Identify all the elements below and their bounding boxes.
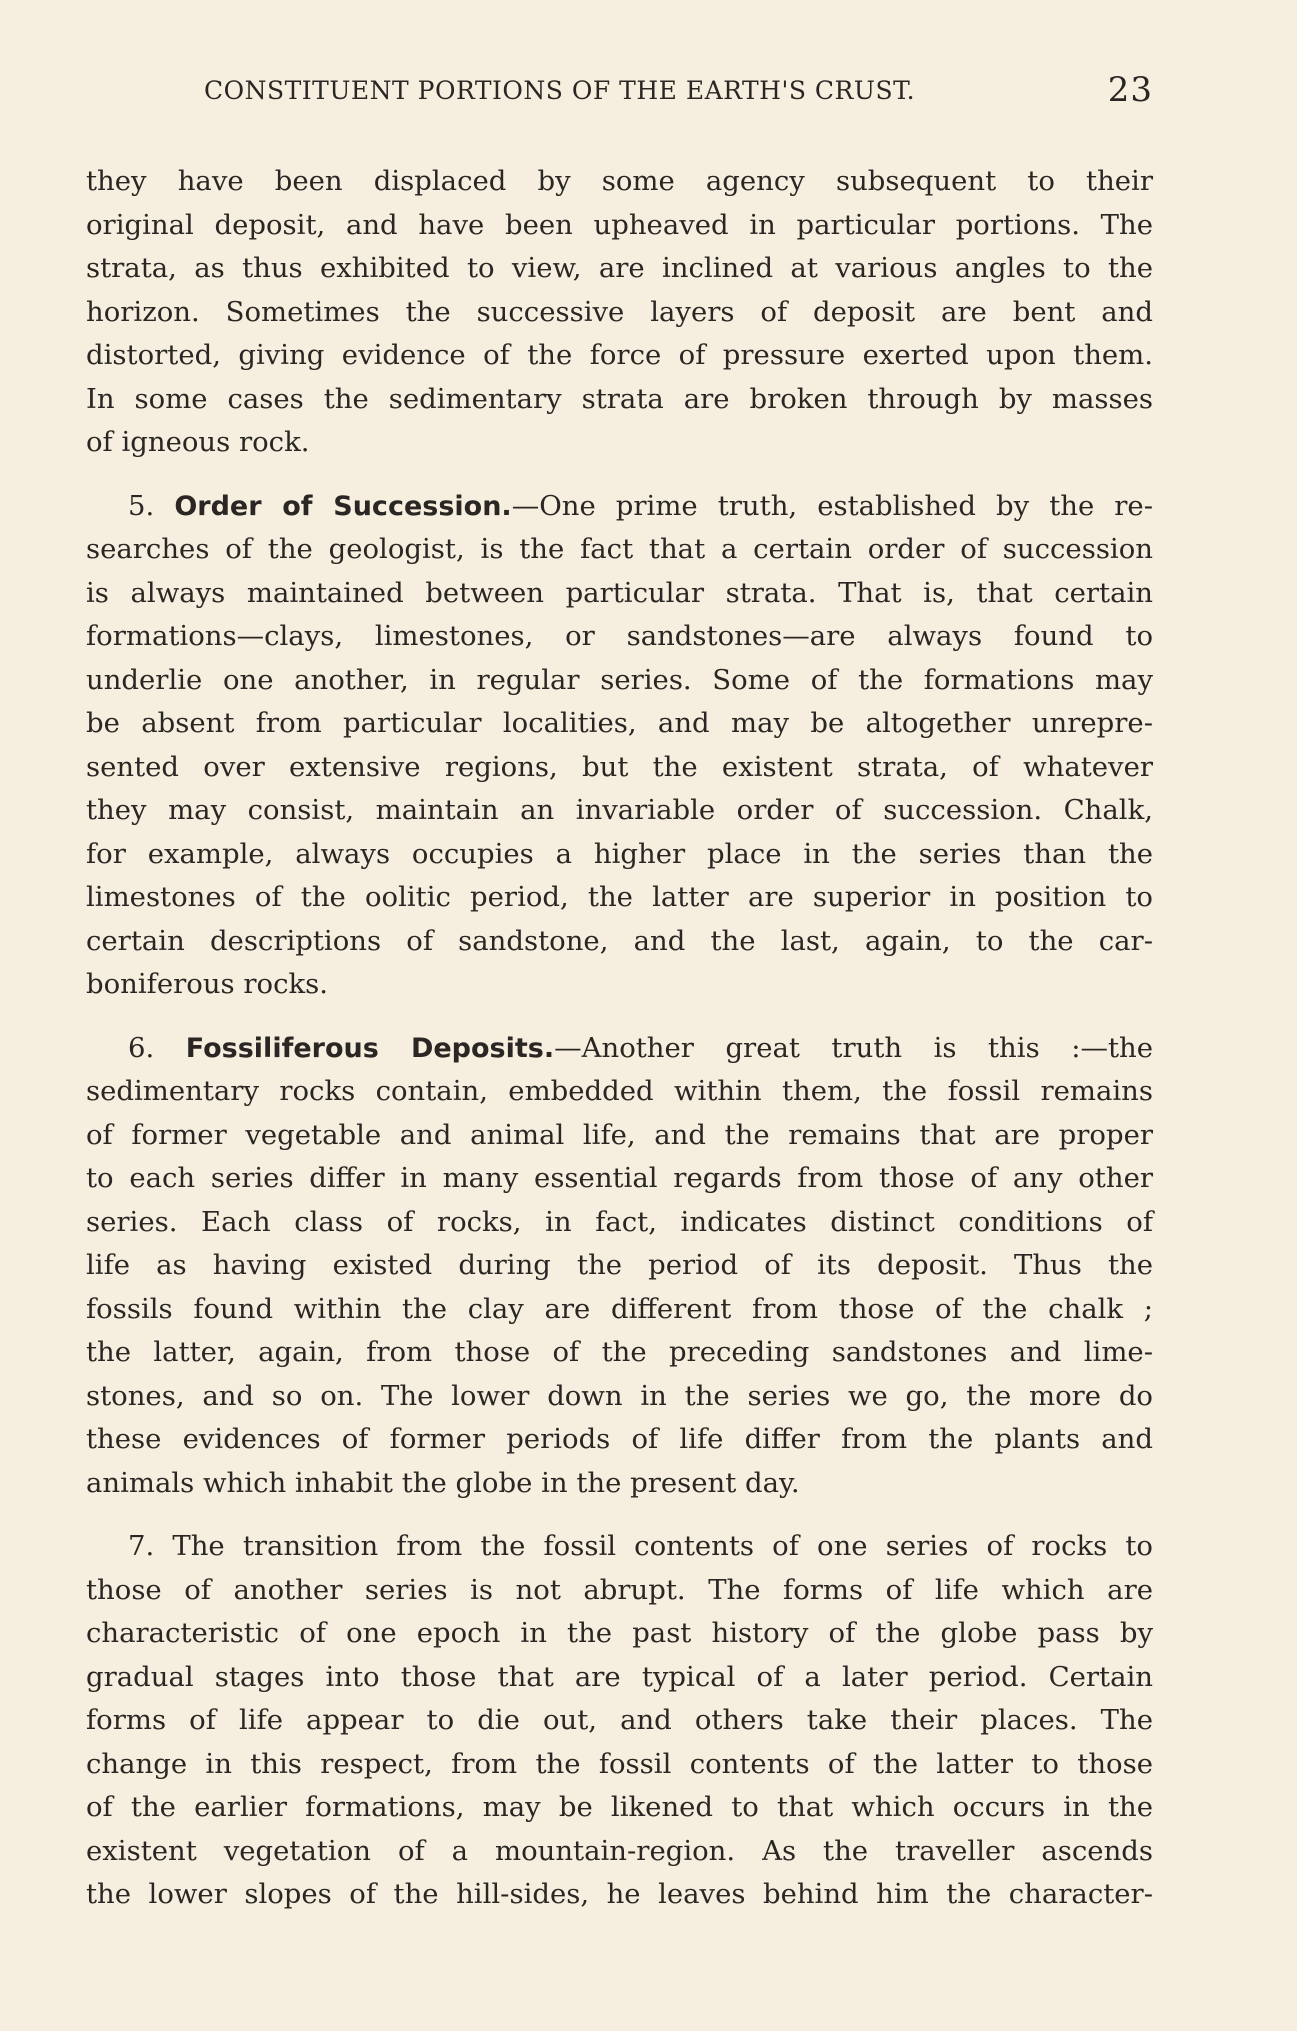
- text-line: boniferous rocks.: [86, 968, 329, 1000]
- text-line: animals which inhabit the globe in the present day.: [86, 1466, 800, 1499]
- text-line: of igneous rock.: [86, 426, 310, 458]
- paragraph-continuation: [86, 160, 1153, 465]
- text-line: life as having existed during the period of its deposit. Thus the: [86, 1249, 1153, 1281]
- text-line: certain descriptions of sandstone, and the last, again, to the car-: [86, 924, 1153, 957]
- text-line: they have been displaced by some agency subsequent to their: [86, 165, 1153, 197]
- text-line: for example, always occupies a higher place in the series than the: [86, 837, 1153, 870]
- section-6-fossiliferous-deposits: [86, 1027, 1153, 1506]
- text-line: original deposit, and have been upheaved in particular portions. The: [86, 208, 1153, 241]
- text-line: searches of the geologist, is the fact that a certain order of succession: [86, 533, 1153, 565]
- running-head: [86, 70, 1153, 120]
- running-title: CONSTITUENT PORTIONS OF THE EARTH'S CRUST.: [204, 76, 916, 105]
- text-line: the latter, again, from those of the preceding sandstones and lime-: [86, 1336, 1153, 1368]
- text-line: these evidences of former periods of life differ from the plants and: [86, 1423, 1153, 1455]
- text-line: horizon. Sometimes the successive layers of deposit are bent and: [86, 295, 1153, 328]
- text-line: forms of life appear to die out, and others take their places. The: [86, 1704, 1153, 1736]
- section-first-line-text: —One prime truth, established by the re-: [511, 489, 1153, 522]
- text-line: series. Each class of rocks, in fact, indicates distinct conditions of: [86, 1205, 1153, 1238]
- section-heading: Order of Succession.: [174, 490, 512, 522]
- text-line: is always maintained between particular strata. That is, that certain: [86, 576, 1153, 609]
- text-line: fossils found within the clay are different from those of the chalk ;: [86, 1292, 1153, 1325]
- text-line: formations—clays, limestones, or sandstones—are always found to: [86, 620, 1153, 652]
- section-first-line: [86, 1027, 1153, 1071]
- section-heading: Fossiliferous Deposits.: [185, 1032, 555, 1064]
- text-line: characteristic of one epoch in the past history of the globe pass by: [86, 1617, 1153, 1649]
- text-line: strata, as thus exhibited to view, are inclined at various angles to the: [86, 252, 1153, 284]
- text-line: distorted, giving evidence of the force of pressure exerted upon them.: [86, 339, 1153, 371]
- text-line: In some cases the sedimentary strata are broken through by masses: [86, 382, 1153, 415]
- text-line: underlie one another, in regular series. Some of the formations may: [86, 663, 1153, 696]
- section-first-line: [86, 485, 1153, 529]
- text-line: sedimentary rocks contain, embedded within them, the fossil remains: [86, 1075, 1153, 1107]
- text-line: those of another series is not abrupt. The forms of life which are: [86, 1573, 1153, 1606]
- text-line: change in this respect, from the fossil contents of the latter to those: [86, 1747, 1153, 1780]
- section-first-line: [86, 1525, 1153, 1569]
- text-line: of former vegetable and animal life, and the remains that are proper: [86, 1118, 1153, 1151]
- section-7-transition: [86, 1525, 1153, 1917]
- text-line: stones, and so on. The lower down in the series we go, the more do: [86, 1379, 1153, 1412]
- text-line: limestones of the oolitic period, the latter are superior in position to: [86, 881, 1153, 913]
- text-line: of the earlier formations, may be likened to that which occurs in the: [86, 1791, 1153, 1823]
- section-first-line-text: —Another great truth is this :—the: [554, 1031, 1153, 1064]
- section-number: 6.: [128, 1031, 155, 1064]
- text-line: gradual stages into those that are typical of a later period. Certain: [86, 1660, 1153, 1693]
- page-number: 23: [1107, 70, 1153, 110]
- section-number: 5.: [128, 489, 155, 522]
- text-line: the lower slopes of the hill-sides, he leaves behind him the character-: [86, 1878, 1153, 1910]
- section-number: 7.: [128, 1530, 155, 1562]
- text-line: they may consist, maintain an invariable order of succession. Chalk,: [86, 794, 1153, 826]
- text-line: be absent from particular localities, and may be altogether unrepre-: [86, 707, 1153, 739]
- section-first-line-text: The transition from the fossil contents of one series of rocks to: [172, 1530, 1153, 1562]
- text-line: sented over extensive regions, but the existent strata, of whatever: [86, 750, 1153, 783]
- section-5-order-of-succession: [86, 485, 1153, 1007]
- text-line: existent vegetation of a mountain-region. As the traveller ascends: [86, 1834, 1153, 1867]
- text-line: to each series differ in many essential regards from those of any other: [86, 1162, 1153, 1194]
